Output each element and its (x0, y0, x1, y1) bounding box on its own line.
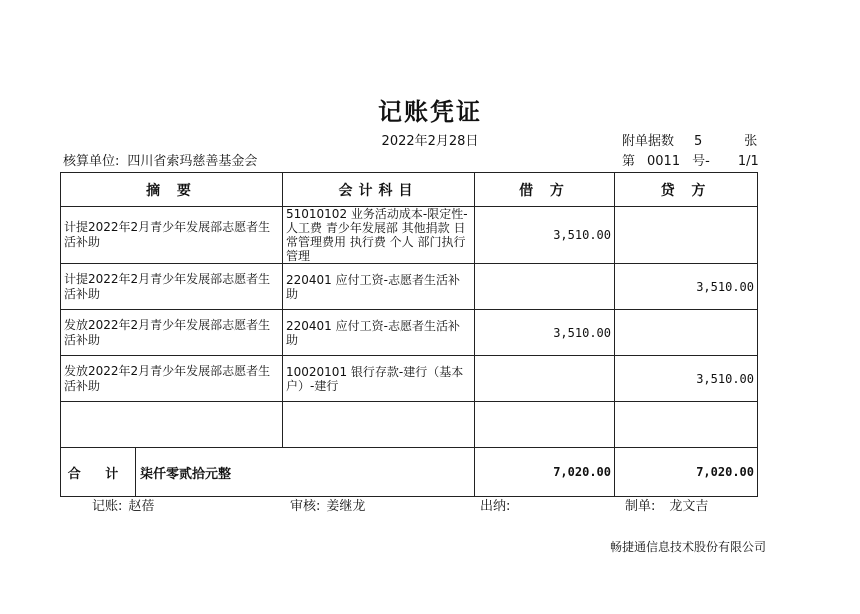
row-debit: 3,510.00 (475, 207, 615, 264)
row-account: 51010102 业务活动成本-限定性-人工费 青少年发展部 其他捐款 日常管理费用 执行费 个人 部门执行管理 (283, 207, 475, 264)
bookkeeper-label: 记账: (92, 499, 123, 514)
voucher-table (60, 172, 758, 497)
accounting-unit-label: 核算单位: (63, 154, 120, 169)
row-credit: 3,510.00 (615, 356, 758, 402)
voucher-suffix: 号- (692, 154, 710, 169)
total-debit: 7,020.00 (475, 448, 615, 497)
voucher-page: 1/1 (737, 154, 759, 169)
reviewer-name: 姜继龙 (326, 499, 366, 514)
voucher-prefix: 第 (622, 154, 636, 169)
attachments-unit: 张 (744, 134, 758, 149)
row-account: 220401 应付工资-志愿者生活补助 (283, 264, 475, 310)
table-row (61, 264, 758, 310)
bookkeeper-name: 赵蓓 (128, 499, 155, 514)
row-debit (475, 264, 615, 310)
row-credit (615, 310, 758, 356)
row-account: 220401 应付工资-志愿者生活补助 (283, 310, 475, 356)
reviewer-label: 审核: (290, 499, 321, 514)
table-row (61, 310, 758, 356)
empty-cell (61, 402, 283, 448)
preparer-label: 制单: (625, 499, 656, 514)
col-summary-header: 摘 要 (61, 173, 283, 207)
attachments-label: 附单据数 (622, 134, 675, 149)
table-header-row (61, 173, 758, 207)
accounting-unit (63, 150, 257, 169)
voucher-number: 0011 (647, 154, 681, 169)
total-amount-words: 柒仟零贰拾元整 (140, 466, 232, 482)
software-company: 畅捷通信息技术股份有限公司 (610, 540, 767, 554)
total-cell (61, 448, 475, 497)
voucher-date: 2022年2月28日 (381, 134, 479, 149)
empty-cell (615, 402, 758, 448)
row-summary: 计提2022年2月青少年发展部志愿者生活补助 (61, 264, 283, 310)
row-debit (475, 356, 615, 402)
accounting-unit-name: 四川省索玛慈善基金会 (127, 154, 258, 169)
row-summary: 发放2022年2月青少年发展部志愿者生活补助 (61, 356, 283, 402)
row-summary: 发放2022年2月青少年发展部志愿者生活补助 (61, 310, 283, 356)
row-debit: 3,510.00 (475, 310, 615, 356)
table-row-empty (61, 402, 758, 448)
attachments-count: 5 (694, 134, 703, 149)
empty-cell (283, 402, 475, 448)
preparer-signature (625, 495, 708, 514)
total-credit: 7,020.00 (615, 448, 758, 497)
table-row (61, 207, 758, 264)
voucher-title: 记账凭证 (378, 98, 482, 126)
row-summary: 计提2022年2月青少年发展部志愿者生活补助 (61, 207, 283, 264)
attachments-info (622, 130, 757, 149)
col-debit-header: 借 方 (475, 173, 615, 207)
empty-cell (475, 402, 615, 448)
row-account: 10020101 银行存款-建行（基本户）-建行 (283, 356, 475, 402)
preparer-name: 龙文吉 (669, 499, 709, 514)
bookkeeper-signature (92, 495, 154, 514)
total-row (61, 448, 758, 497)
row-credit (615, 207, 758, 264)
table-row (61, 356, 758, 402)
reviewer-signature (290, 495, 365, 514)
cashier-signature (480, 495, 516, 514)
voucher-number-info (622, 150, 759, 169)
col-credit-header: 贷 方 (615, 173, 758, 207)
cashier-label: 出纳: (480, 499, 511, 514)
total-label: 合 计 (61, 448, 136, 496)
row-credit: 3,510.00 (615, 264, 758, 310)
col-account-header: 会计科目 (283, 173, 475, 207)
